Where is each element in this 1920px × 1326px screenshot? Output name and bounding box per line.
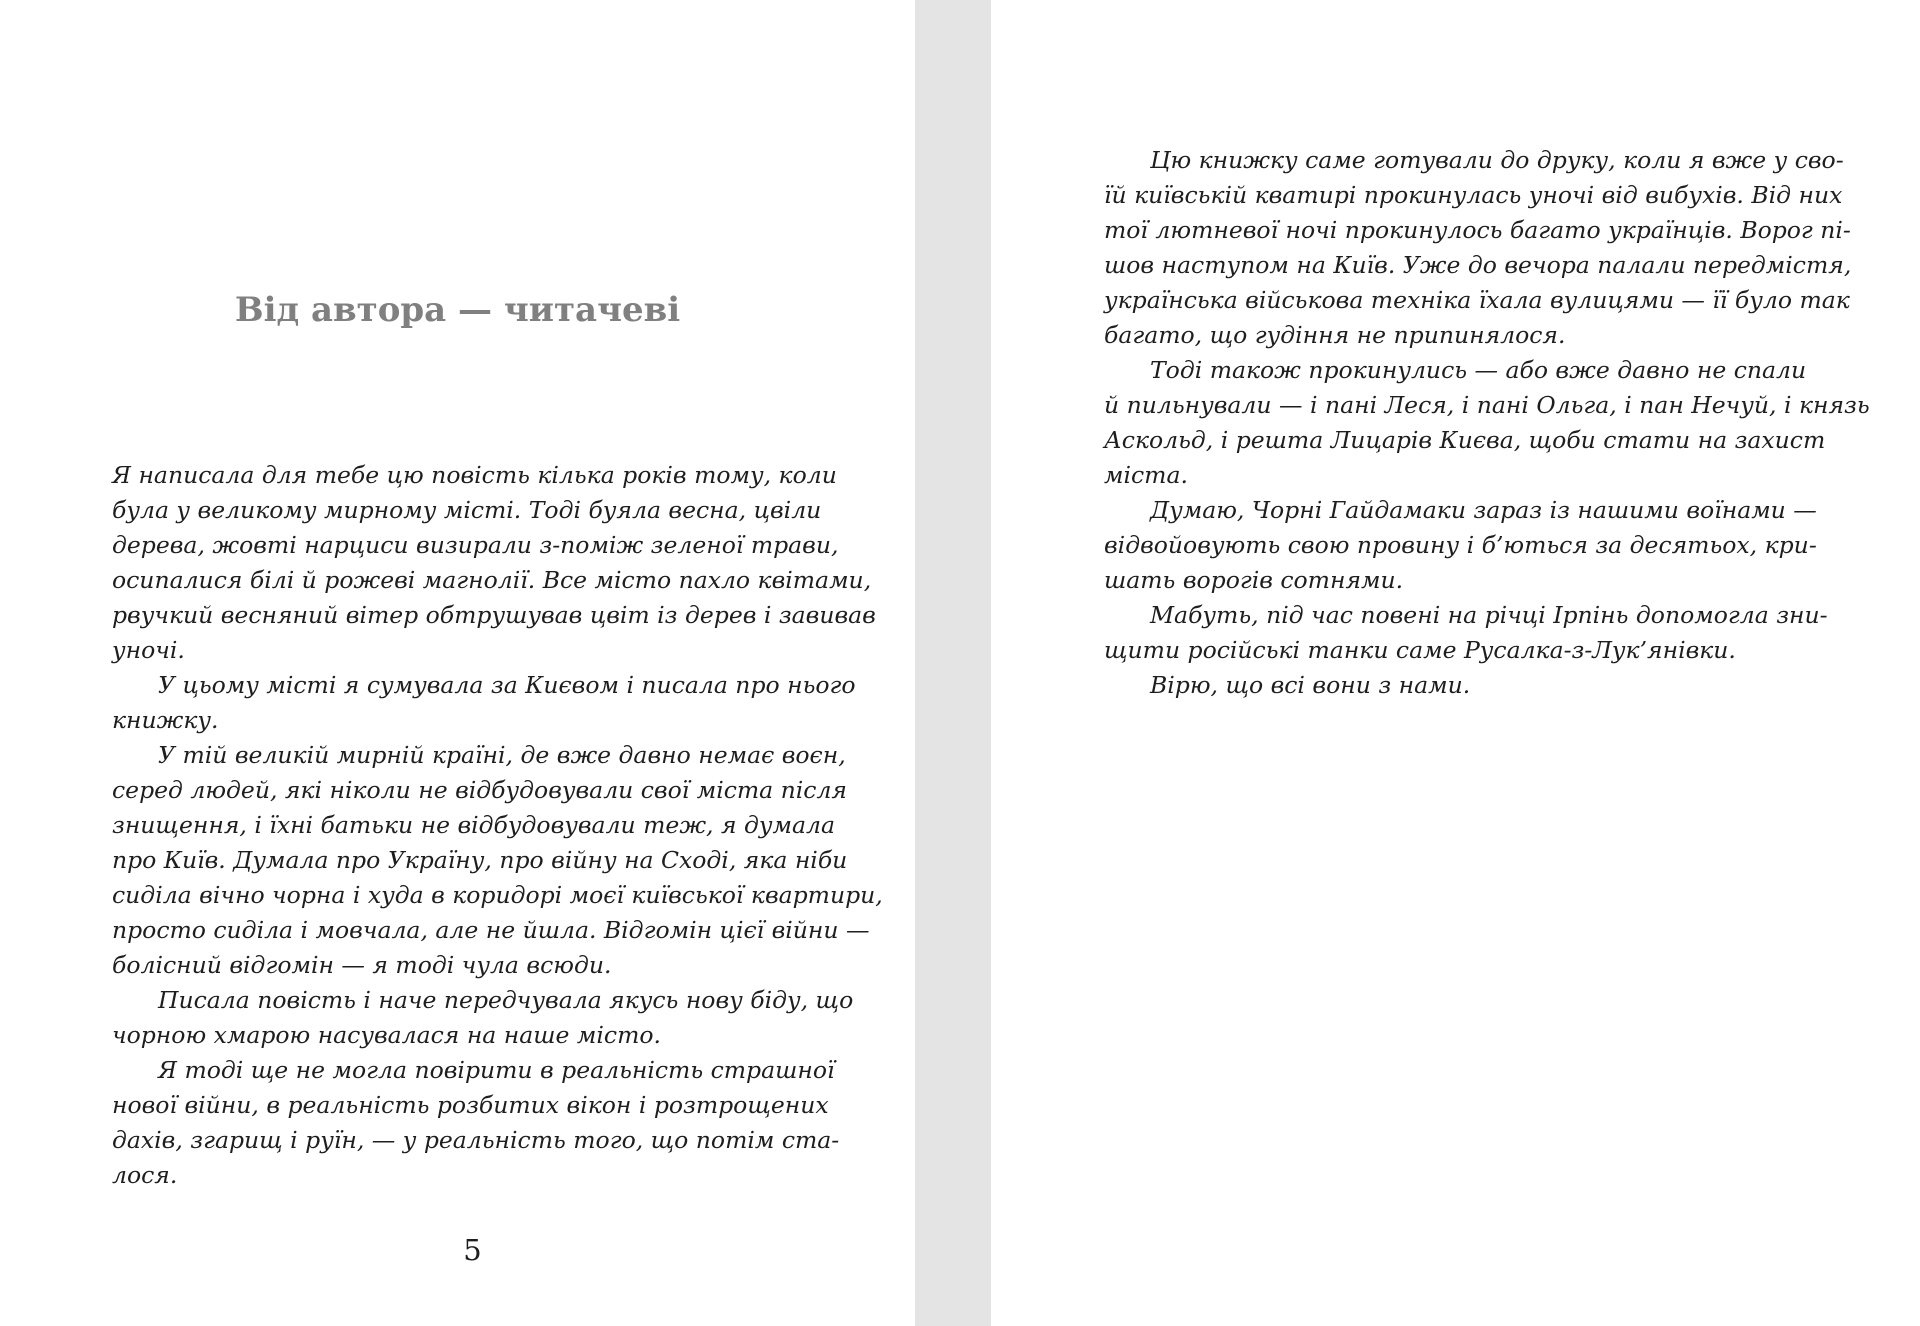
left-body-text bbox=[112, 458, 883, 1193]
text-line: Писала повість і наче передчувала якусь нову біду, що bbox=[158, 986, 854, 1014]
text-line: Тоді також прокинулись — або вже давно не спали bbox=[1150, 356, 1807, 384]
text-line: серед людей, які ніколи не відбудовували свої міста після bbox=[112, 776, 847, 804]
text-line: їй київській кватирі прокинулась уночі від вибухів. Від них bbox=[1104, 181, 1843, 209]
text-line: шов наступом на Київ. Уже до вечора палали передмістя, bbox=[1104, 251, 1852, 279]
text-line: знищення, і їхні батьки не відбудовували теж, я думала bbox=[112, 811, 836, 839]
text-line: уночі. bbox=[112, 636, 185, 664]
text-line: тої лютневої ночі прокинулось багато українців. Ворог пі- bbox=[1104, 216, 1851, 244]
text-line: щити російські танки саме Русалка-з-Лук’янівки. bbox=[1104, 636, 1736, 664]
right-body-text bbox=[1104, 143, 1870, 703]
text-line: українська військова техніка їхала вулицями — її було так bbox=[1104, 286, 1850, 314]
text-line: чорною хмарою насувалася на наше місто. bbox=[112, 1021, 661, 1049]
text-line: Я тоді ще не могла повірити в реальність страшної bbox=[158, 1056, 835, 1084]
text-line: У тій великій мирній країні, де вже давно немає воєн, bbox=[158, 741, 846, 769]
left-page bbox=[0, 0, 915, 1326]
text-line: лося. bbox=[112, 1161, 178, 1189]
text-line: була у великому мирному місті. Тоді буяла весна, цвіли bbox=[112, 496, 822, 524]
text-line: рвучкий весняний вітер обтрушував цвіт із дерев і завивав bbox=[112, 601, 876, 629]
text-line: дахів, згарищ і руїн, — у реальність того, що потім ста- bbox=[112, 1126, 840, 1154]
text-line: Вірю, що всі вони з нами. bbox=[1150, 671, 1471, 699]
text-line: Цю книжку саме готували до друку, коли я вже у сво- bbox=[1150, 146, 1844, 174]
text-line: осипалися білі й рожеві магнолії. Все місто пахло квітами, bbox=[112, 566, 872, 594]
text-line: Я написала для тебе цю повість кілька років тому, коли bbox=[112, 461, 837, 489]
text-line: Мабуть, під час повені на річці Ірпінь допомогла зни- bbox=[1150, 601, 1828, 629]
text-line: книжку. bbox=[112, 706, 219, 734]
text-line: дерева, жовті нарциси визирали з-поміж зеленої трави, bbox=[112, 531, 839, 559]
text-line: сиділа вічно чорна і худа в коридорі моєї київської квартири, bbox=[112, 881, 883, 909]
chapter-title: Від автора — читачеві bbox=[234, 290, 681, 330]
text-line: шать ворогів сотнями. bbox=[1104, 566, 1404, 594]
text-line: багато, що гудіння не припинялося. bbox=[1104, 321, 1566, 349]
text-line: Аскольд, і решта Лицарів Києва, щоби стати на захист bbox=[1104, 426, 1826, 454]
page-number: 5 bbox=[463, 1233, 482, 1267]
text-line: У цьому місті я сумувала за Києвом і писала про нього bbox=[158, 671, 856, 699]
text-line: міста. bbox=[1104, 461, 1188, 489]
text-line: й пильнували — і пані Леся, і пані Ольга, і пан Нечуй, і князь bbox=[1104, 391, 1870, 419]
text-line: болісний відгомін — я тоді чула всюди. bbox=[112, 951, 612, 979]
text-line: про Київ. Думала про Україну, про війну на Сході, яка ніби bbox=[112, 846, 848, 874]
text-line: просто сиділа і мовчала, але не йшла. Відгомін цієї війни — bbox=[112, 916, 870, 944]
text-line: нової війни, в реальність розбитих вікон і розтрощених bbox=[112, 1091, 829, 1119]
text-line: відвойовують свою провину і б’ються за десятьох, кри- bbox=[1104, 531, 1817, 559]
text-line: Думаю, Чорні Гайдамаки зараз із нашими воїнами — bbox=[1150, 496, 1817, 524]
